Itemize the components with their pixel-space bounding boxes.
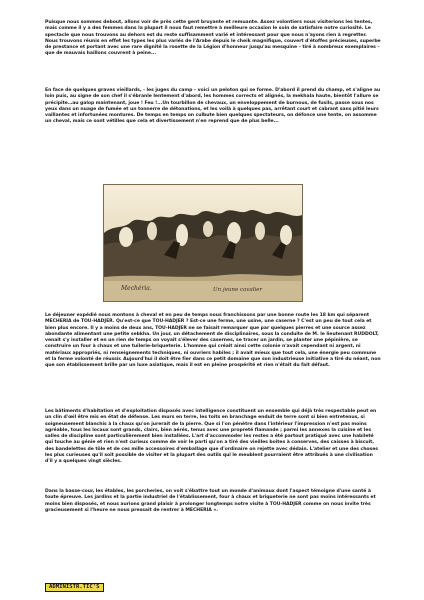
photo-caption-title: Un jeune cavalier [213,287,263,293]
photo-caption-place: Mechéria. [121,285,152,292]
footer-logo: ADMINISTR.TIC'S [45,583,104,592]
photo-illustration [104,185,302,301]
paragraph-4: Les bâtiments d'habitation et d'exploitation disposés avec intelligence constituent un ensemble qui déjà très respectable peut en un clin d'œil être mis en état de défense. Les murs en terre, les toits en branchage enduit de terre sont si bien entretenus, si soigneusement blanchis à la chaux qu'on jurerait de la pierre. Que si l'on pénètre dans l'intérieur l'impression n'est pas moins agréable, tous les locaux sont grands, clairs, bien aérés, tenus avec une propreté flamande ; parmi les annexes la cuisine et les salles de discipline sont particulièrement bien installées. L'art d'accommoder les restes a été partout pratiqué avec une habileté qui touche au génie et rien n'est curieux comme de voir le parti qu'on a tiré des vieilles boites à conserves, des caisses à biscuit, des bandelettes de tôle et de ces mille accessoires d'emballage que d'ordinaire on rejette avec dédain. L'atelier et une des choses les plus curieuses qu'il soit possible de visiter et la plupart des outils qui le meublent pourraient être attribués à une civilisation d'il y a quelques vingt siècles. [45,409,378,464]
paragraph-2: En face de quelques graves vieillards, - les juges du camp – voici un peloton qui se forme. D'abord il prend du champ, et s'aligne au loin puis, au signe de son chef il s'ébranle lentement d'abord, les hommes corrects et alignés, la mekhala haute, bientôt l'allure se précipite…au galop maintenant, joue ! Feu !...Un tourbillon de chevaux, un enveloppement de burnous, de fusils, passe sous nos yeux dans un nuage de fumée et un tonnerre de détonations, et les voilà à quelques pas, arrêtant court et cabrant sans pitié leurs vaillantes et infortunées montures. De temps en temps on culbute bien quelques spectateurs, on défonce une tente, on assomme un cheval, mais ce sont vétilles que cela et divertissement n'en reprend que de plus belle... [45,88,381,125]
paragraph-1: Puisque nous sommes debout, allons voir de près cette gent bruyante et remuante. Assez volontiers nous visiterions les tentes, mais comme il y a des femmes dans la plupart il nous faut remettre à meilleure occasion le soin de satisfaire notre curiosité. Le spectacle que nous trouvons au dehors est du reste suffisamment varié et intéressant pour que nous n'ayons rien à regretter. Nous trouvons réunis en effet les types les plus variés de l'Arabe depuis le cheik magnifique, couvert d'étoffes précieuses, superbe de prestance et portant avec une rare dignité la rosette de la Légion d'honneur jusqu'au mesquine – tiré à nombreux exemplaires – que de mauvais haillons couvrent à peine... [45,20,381,57]
paragraph-3: Le déjeuner expédié nous montons à cheval et en peu de temps nous franchissons par une bonne route les 18 km qui séparent MECHERIA de TOU-HADJER. Qu'est-ce que TOU-HADJER ? Est-ce une ferme, une usine, une caserne ? C'est un peu de tout cela et bien plus encore. Il y a moins de deux ans, TOU-HADJER ne se faisait remarquer que par quelques pierres et une source assez abondante alimentant une petite sebkha. Un jour, un détachement de disciplinaires, sous la conduite de M. le lieutenant RUDDOLT, venait s'y installer et en un rien de temps on voyait s'élever des casernes, se tracer un jardin, se planter une pépinière, se construire un four à chaux et une tuilerie-briqueterie. L'homme qui créait ainsi cette colonie n'avait cependant ni argent, ni matériaux appropriés, ni renseignements techniques, ni ouvriers habiles ; il avait mieux que tout cela, une énergie peu commune et la ferme volonté de réussir. Aujourd'hui il doit être fier dans ce petit domaine que son industrieuse initiative a tiré du néant, non que son établissement brille par un luxe asiatique, mais il est en pleine prospérité et rien n'était du fait défaut. [45,313,381,368]
paragraph-5: Dans la basse-cour, les étables, les porcheries, on voit s'ébattre tout un monde d'animaux dont l'aspect témoigne d'une santé à toute épreuve. Les jardins et la partie industriel de l'établissement, four à chaux et briqueterie ne sont pas moins intéressants et moins bien disposés, et nous aurions grand plaisir à prolonger longtemps notre visite à TOU-HADJER comme on nous invite très gracieusement si l'heure ne nous pressait de rentrer à MECHERIA ». [45,489,376,513]
